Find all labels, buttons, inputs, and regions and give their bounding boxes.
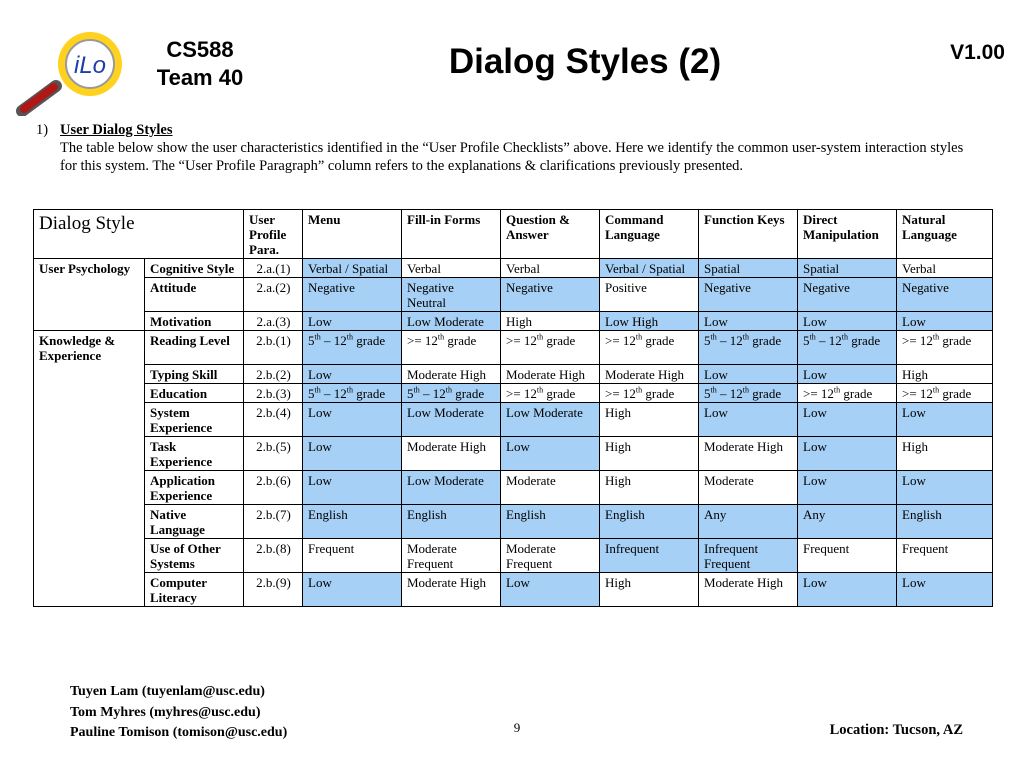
group-cell xyxy=(34,312,145,331)
value-cell: Spatial xyxy=(798,259,897,278)
value-cell: Low xyxy=(699,364,798,383)
value-cell: Low High xyxy=(600,312,699,331)
value-cell: Moderate xyxy=(699,470,798,504)
value-cell: >= 12th grade xyxy=(897,383,993,402)
value-cell: Infrequent xyxy=(600,538,699,572)
header-cell: Natural Language xyxy=(897,210,993,259)
group-cell xyxy=(34,572,145,606)
value-cell: Low xyxy=(798,436,897,470)
section-paragraph: The table below show the user characteristics identified in the “User Profile Checklists” above. Here we identify the common user-system interaction styles for this system. The “User Profile Paragraph” column refers to the explanations & clarifications previously presented. xyxy=(60,140,964,174)
header-cell: Fill-in Forms xyxy=(402,210,501,259)
value-cell: >= 12th grade xyxy=(501,331,600,365)
table-row xyxy=(34,470,993,504)
para-ref: 2.b.(4) xyxy=(244,402,303,436)
value-cell: Moderate High xyxy=(600,364,699,383)
value-cell: Moderate Frequent xyxy=(501,538,600,572)
value-cell: 5th – 12th grade xyxy=(699,383,798,402)
table-row xyxy=(34,383,993,402)
value-cell: Moderate High xyxy=(501,364,600,383)
table-row xyxy=(34,572,993,606)
value-cell: Low xyxy=(699,312,798,331)
row-label: Use of Other Systems xyxy=(145,538,244,572)
value-cell: English xyxy=(303,504,402,538)
value-cell: Any xyxy=(699,504,798,538)
value-cell: English xyxy=(897,504,993,538)
table-header-row xyxy=(34,210,993,259)
group-cell xyxy=(34,402,145,436)
value-cell: Low xyxy=(798,402,897,436)
value-cell: Frequent xyxy=(303,538,402,572)
logo-text: iLo xyxy=(73,52,107,79)
para-ref: 2.b.(6) xyxy=(244,470,303,504)
row-label: Motivation xyxy=(145,312,244,331)
author-line: Pauline Tomison (tomison@usc.edu) xyxy=(70,725,288,740)
value-cell: Infrequent Frequent xyxy=(699,538,798,572)
row-label: Cognitive Style xyxy=(145,259,244,278)
table-row xyxy=(34,436,993,470)
row-label: Typing Skill xyxy=(145,364,244,383)
group-cell xyxy=(34,278,145,312)
header-cell: Function Keys xyxy=(699,210,798,259)
table-row xyxy=(34,364,993,383)
para-ref: 2.b.(1) xyxy=(244,331,303,365)
table-row xyxy=(34,504,993,538)
authors-list xyxy=(70,682,287,744)
value-cell: Low xyxy=(303,572,402,606)
value-cell: Low xyxy=(303,402,402,436)
value-cell: Spatial xyxy=(699,259,798,278)
group-cell xyxy=(34,470,145,504)
value-cell: Low xyxy=(897,312,993,331)
team-name: Team 40 xyxy=(156,65,244,90)
para-ref: 2.b.(5) xyxy=(244,436,303,470)
value-cell: Negative xyxy=(897,278,993,312)
value-cell: Positive xyxy=(600,278,699,312)
header-cell: Command Language xyxy=(600,210,699,259)
value-cell: Low xyxy=(897,402,993,436)
value-cell: >= 12th grade xyxy=(600,383,699,402)
para-ref: 2.b.(7) xyxy=(244,504,303,538)
group-cell: User Psychology xyxy=(34,259,145,278)
value-cell: Negative xyxy=(699,278,798,312)
table-row xyxy=(34,538,993,572)
value-cell: >= 12th grade xyxy=(798,383,897,402)
header-cell: Menu xyxy=(303,210,402,259)
value-cell: Low xyxy=(303,470,402,504)
course-label xyxy=(140,36,260,92)
value-cell: Moderate High xyxy=(699,572,798,606)
section-number: 1) xyxy=(36,122,49,138)
value-cell: High xyxy=(600,436,699,470)
para-ref: 2.a.(1) xyxy=(244,259,303,278)
value-cell: High xyxy=(897,436,993,470)
dialog-style-table xyxy=(33,209,993,607)
row-label: Education xyxy=(145,383,244,402)
value-cell: High xyxy=(600,402,699,436)
table-row xyxy=(34,402,993,436)
value-cell: >= 12th grade xyxy=(402,331,501,365)
value-cell: Moderate High xyxy=(402,436,501,470)
value-cell: High xyxy=(600,572,699,606)
value-cell: Low xyxy=(798,312,897,331)
value-cell: Low xyxy=(303,364,402,383)
section-heading: User Dialog Styles xyxy=(60,122,173,138)
row-label: Task Experience xyxy=(145,436,244,470)
value-cell: >= 12th grade xyxy=(897,331,993,365)
value-cell: Verbal / Spatial xyxy=(600,259,699,278)
para-ref: 2.b.(3) xyxy=(244,383,303,402)
group-cell: Knowledge & Experience xyxy=(34,331,145,365)
value-cell: Low xyxy=(699,402,798,436)
row-label: Application Experience xyxy=(145,470,244,504)
value-cell: High xyxy=(897,364,993,383)
page-number: 9 xyxy=(513,720,521,735)
header-cell: Direct Manipulation xyxy=(798,210,897,259)
group-cell xyxy=(34,504,145,538)
row-label: Reading Level xyxy=(145,331,244,365)
value-cell: Low xyxy=(303,436,402,470)
table-row xyxy=(34,331,993,365)
value-cell: Frequent xyxy=(897,538,993,572)
location-label: Location: Tucson, AZ xyxy=(829,722,963,738)
value-cell: Verbal xyxy=(897,259,993,278)
group-cell xyxy=(34,436,145,470)
value-cell: High xyxy=(501,312,600,331)
author-line: Tom Myhres (myhres@usc.edu) xyxy=(70,704,261,720)
group-cell xyxy=(34,383,145,402)
value-cell: English xyxy=(600,504,699,538)
value-cell: Low xyxy=(798,572,897,606)
value-cell: Moderate High xyxy=(402,364,501,383)
row-label: Attitude xyxy=(145,278,244,312)
value-cell: Negative Neutral xyxy=(402,278,501,312)
para-ref: 2.a.(3) xyxy=(244,312,303,331)
para-ref: 2.b.(9) xyxy=(244,572,303,606)
value-cell: Low xyxy=(303,312,402,331)
value-cell: Moderate High xyxy=(699,436,798,470)
para-ref: 2.b.(8) xyxy=(244,538,303,572)
author-line: Tuyen Lam (tuyenlam@usc.edu) xyxy=(70,684,265,699)
value-cell: Moderate High xyxy=(402,572,501,606)
value-cell: Low xyxy=(897,572,993,606)
header-cell: User Profile Para. xyxy=(244,210,303,259)
value-cell: Verbal xyxy=(501,259,600,278)
value-cell: Moderate Frequent xyxy=(402,538,501,572)
value-cell: Any xyxy=(798,504,897,538)
table-row xyxy=(34,259,993,278)
page-title: Dialog Styles (2) xyxy=(448,42,722,81)
value-cell: Verbal / Spatial xyxy=(303,259,402,278)
ilo-logo xyxy=(14,26,134,116)
value-cell: English xyxy=(501,504,600,538)
value-cell: >= 12th grade xyxy=(600,331,699,365)
value-cell: Frequent xyxy=(798,538,897,572)
row-label: Computer Literacy xyxy=(145,572,244,606)
value-cell: Low Moderate xyxy=(402,470,501,504)
row-label: Native Language xyxy=(145,504,244,538)
value-cell: >= 12th grade xyxy=(501,383,600,402)
value-cell: Low xyxy=(798,470,897,504)
value-cell: Low xyxy=(897,470,993,504)
value-cell: Verbal xyxy=(402,259,501,278)
table-row xyxy=(34,312,993,331)
value-cell: 5th – 12th grade xyxy=(402,383,501,402)
value-cell: 5th – 12th grade xyxy=(303,331,402,365)
value-cell: High xyxy=(600,470,699,504)
value-cell: 5th – 12th grade xyxy=(699,331,798,365)
table-row xyxy=(34,278,993,312)
group-cell xyxy=(34,538,145,572)
value-cell: Negative xyxy=(798,278,897,312)
value-cell: Negative xyxy=(303,278,402,312)
value-cell: English xyxy=(402,504,501,538)
value-cell: Negative xyxy=(501,278,600,312)
course-code: CS588 xyxy=(166,37,234,62)
value-cell: Low Moderate xyxy=(402,402,501,436)
para-ref: 2.b.(2) xyxy=(244,364,303,383)
value-cell: Low xyxy=(798,364,897,383)
row-label: System Experience xyxy=(145,402,244,436)
value-cell: 5th – 12th grade xyxy=(798,331,897,365)
value-cell: Moderate xyxy=(501,470,600,504)
para-ref: 2.a.(2) xyxy=(244,278,303,312)
group-cell xyxy=(34,364,145,383)
value-cell: Low Moderate xyxy=(501,402,600,436)
value-cell: Low xyxy=(501,436,600,470)
header-cell: Question & Answer xyxy=(501,210,600,259)
value-cell: Low xyxy=(501,572,600,606)
version-label: V1.00 xyxy=(950,41,1005,64)
value-cell: Low Moderate xyxy=(402,312,501,331)
header-cell: Dialog Style xyxy=(34,210,244,259)
value-cell: 5th – 12th grade xyxy=(303,383,402,402)
